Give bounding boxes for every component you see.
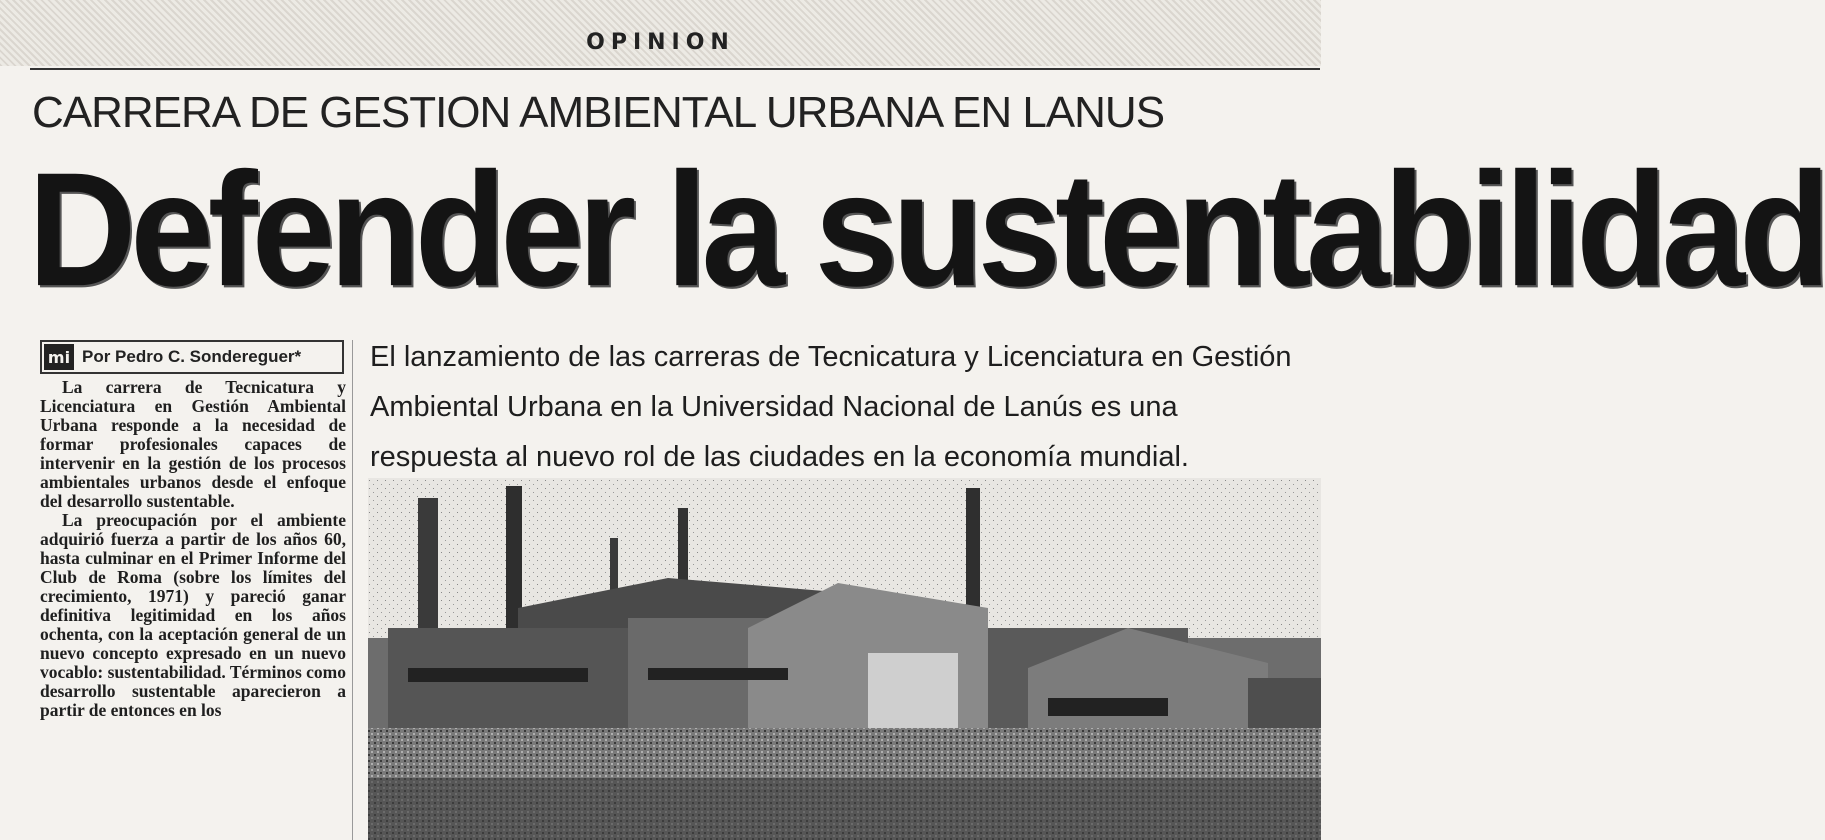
- body-paragraph: La carrera de Tecnicatura y Licenciatura en Gestión Ambiental Urbana responde a la necesidad de formar profesionales capaces de intervenir en la gestión de los procesos ambientales urbanos desde el enfoque del desarrollo sustentable.: [40, 377, 346, 511]
- body-paragraph: La preocupación por el ambiente adquirió fuerza a partir de los años 60, hasta culminar en el Primer Informe del Club de Roma (sobre los límites del crecimiento, 1971) y pareció ganar definitiva legitimidad en los años ochenta, con la aceptación general de un nuevo concepto expresado en un nuevo vocablo: sustentabilidad. Términos como desarrollo sustentable aparecieron a partir de entonces en los: [40, 510, 346, 720]
- column-divider: [352, 340, 353, 840]
- body-column: [40, 378, 346, 720]
- publication-logo-icon: mi: [44, 344, 74, 370]
- factory-photo: [368, 478, 1321, 840]
- byline-box: [40, 340, 344, 374]
- factory-illustration: [368, 478, 1321, 840]
- kicker-title: CARRERA DE GESTION AMBIENTAL URBANA EN LANUS: [32, 88, 1165, 137]
- byline-author: Por Pedro C. Sondereguer*: [82, 347, 302, 366]
- section-label: OPINION: [586, 30, 735, 55]
- headline: Defender la sustentabilidad: [28, 138, 1825, 320]
- section-rule: [30, 68, 1320, 70]
- lead-paragraph: El lanzamiento de las carreras de Tecnicatura y Licenciatura en Gestión Ambiental Urbana en la Universidad Nacional de Lanús es una respuesta al nuevo rol de las ciudades en la economía mundial.: [370, 341, 1292, 473]
